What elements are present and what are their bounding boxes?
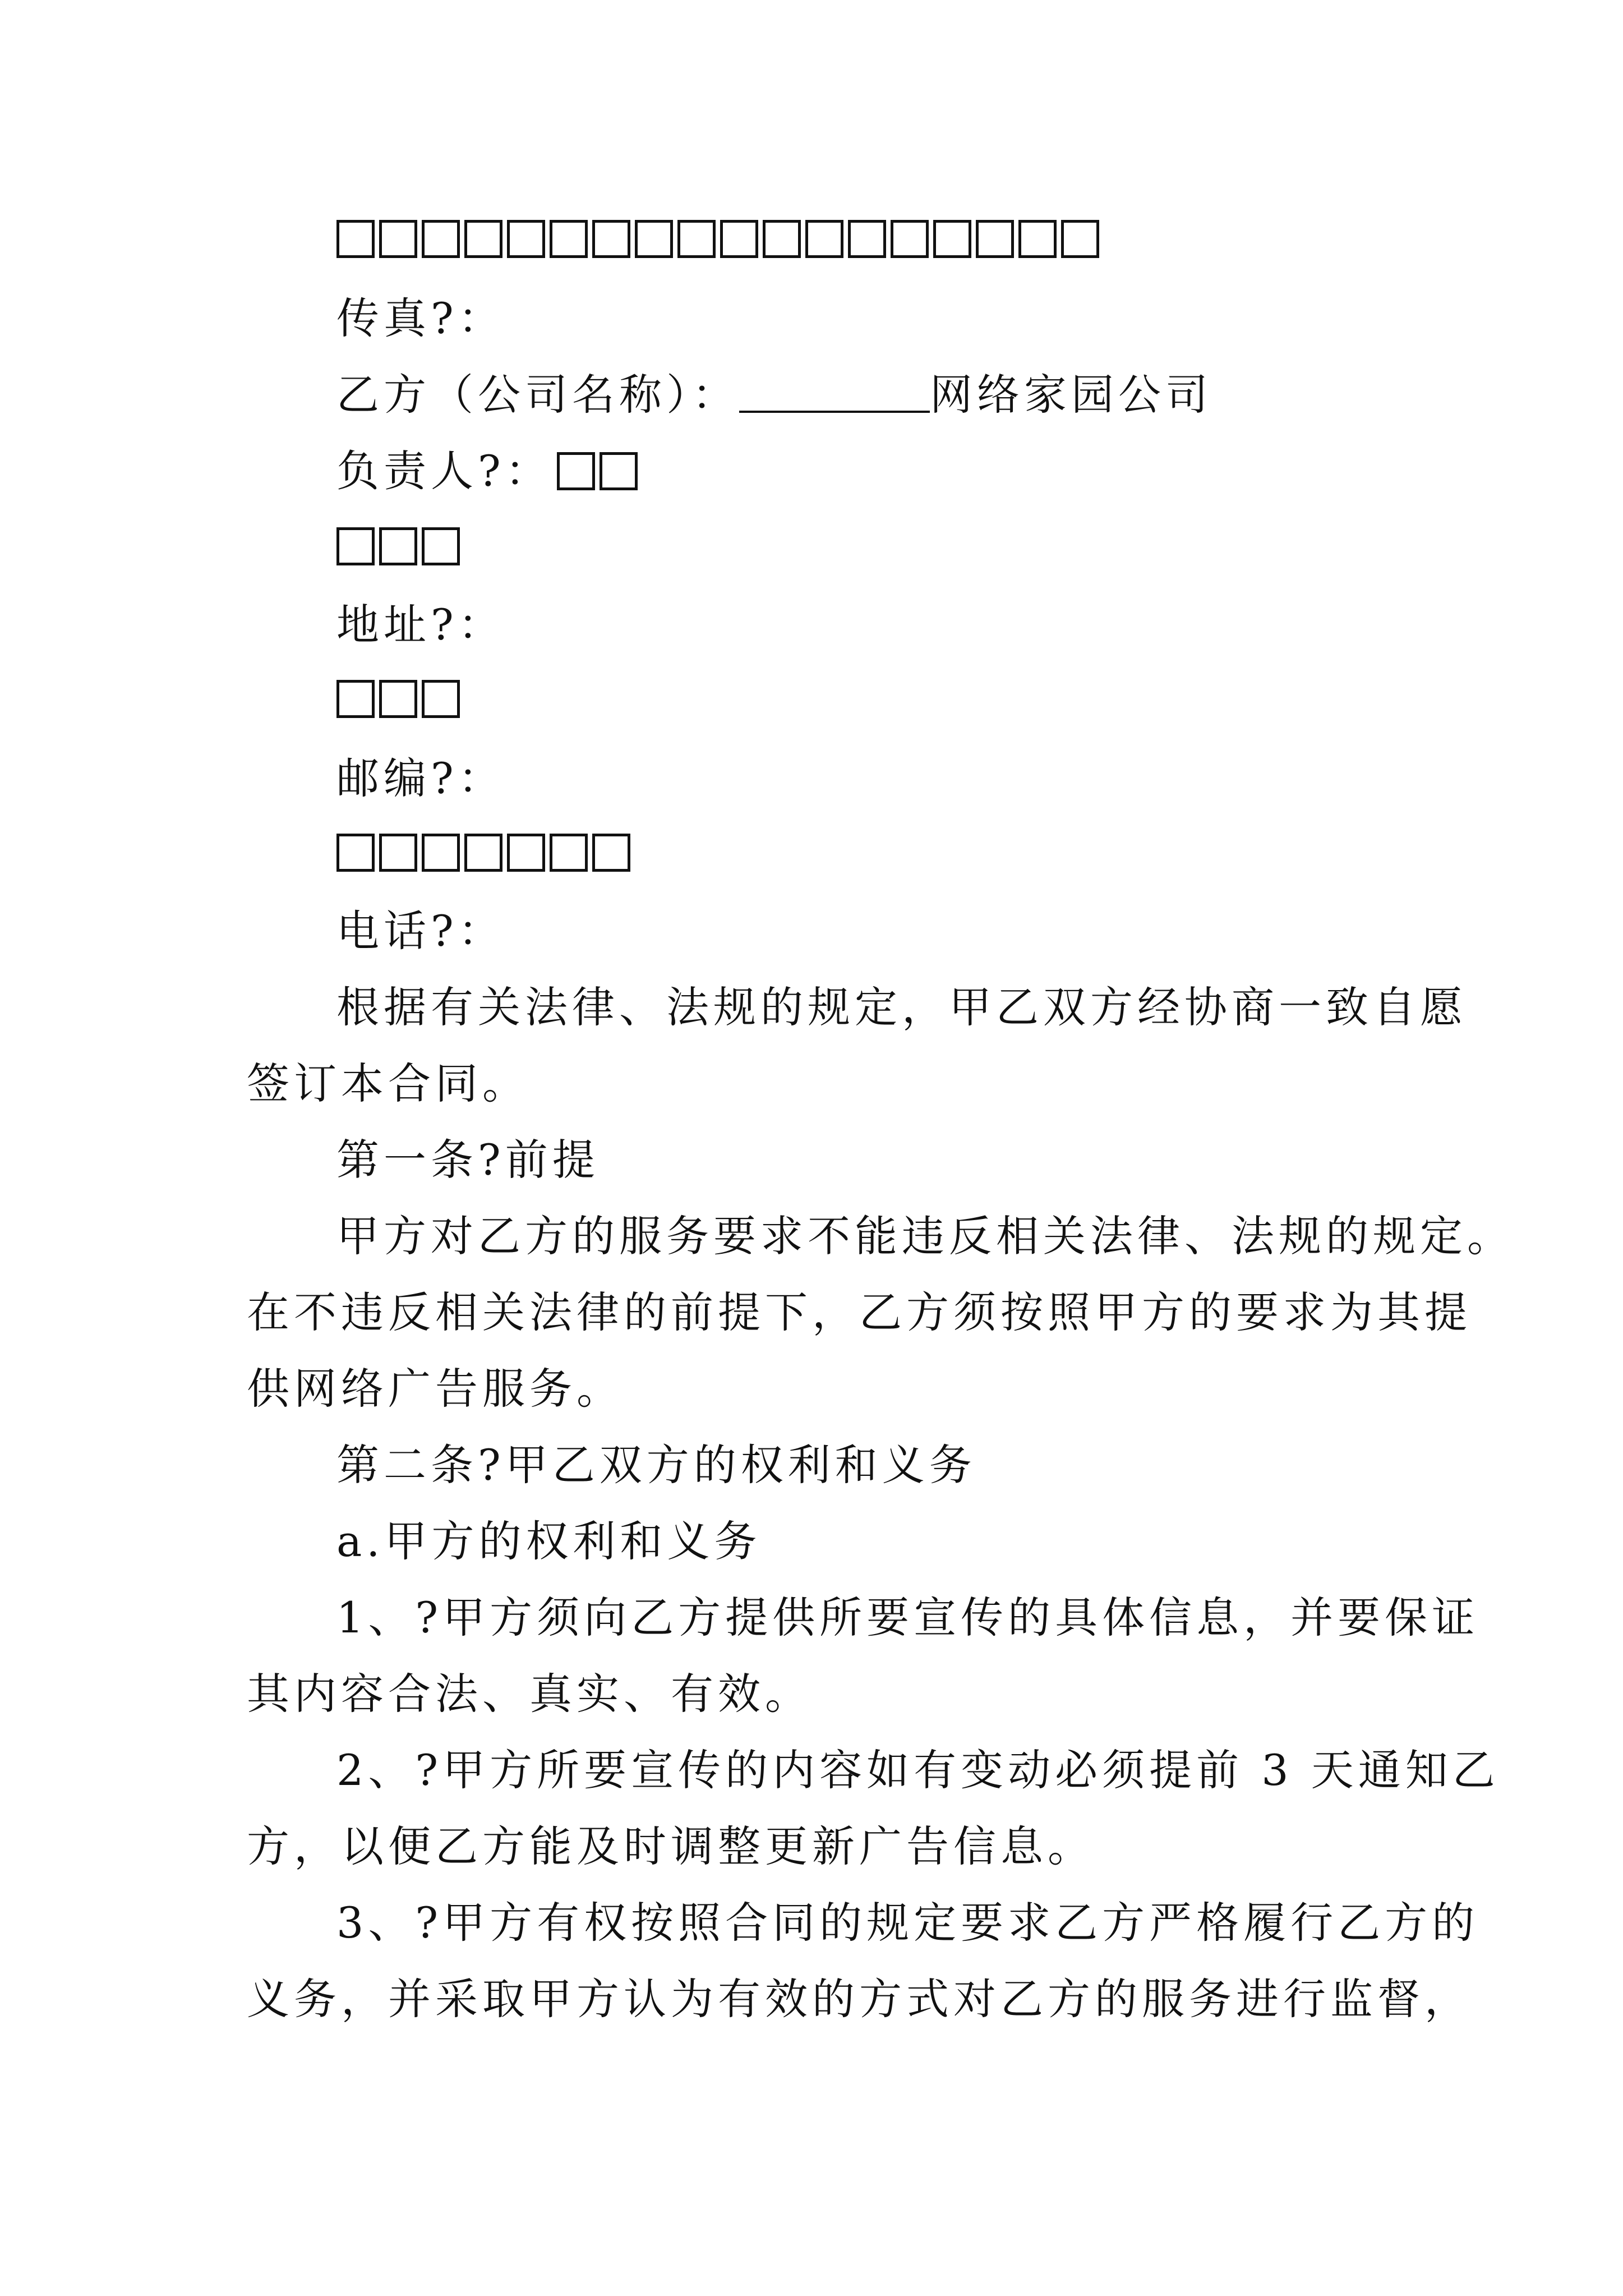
placeholder-box xyxy=(1061,220,1099,258)
phone-label: 电话?： xyxy=(336,906,505,956)
placeholder-box xyxy=(550,834,588,872)
article-1-line-2: 在不违反相关法律的前提下，乙方须按照甲方的要求为其提 xyxy=(247,1287,1472,1337)
placeholder-box xyxy=(557,452,595,490)
placeholder-box xyxy=(635,220,673,258)
placeholder-box xyxy=(422,834,460,872)
party-b-line xyxy=(336,368,1458,422)
placeholder-boxes-row-4 xyxy=(336,834,630,872)
party-b-prefix: 乙方（公司名称）： xyxy=(336,370,739,420)
placeholder-box xyxy=(1018,220,1057,258)
intro-line-1: 根据有关法律、法规的规定，甲乙双方经协商一致自愿 xyxy=(336,982,1467,1032)
placeholder-box xyxy=(763,220,801,258)
placeholder-box xyxy=(805,220,843,258)
placeholder-box xyxy=(422,220,460,258)
item-1-line-2: 其内容合法、真实、有效。 xyxy=(247,1669,812,1719)
placeholder-box xyxy=(336,527,375,565)
item-1-line-1: 1、?甲方须向乙方提供所要宣传的具体信息，并要保证 xyxy=(336,1593,1479,1642)
placeholder-boxes-row-3 xyxy=(336,680,460,718)
placeholder-box xyxy=(422,527,460,565)
placeholder-box xyxy=(677,220,716,258)
party-b-company: 网络家园公司 xyxy=(930,370,1212,420)
responsible-line xyxy=(336,444,1458,498)
placeholder-boxes-row-1 xyxy=(336,220,1099,258)
placeholder-boxes-row-2 xyxy=(336,527,460,565)
placeholder-box xyxy=(464,834,502,872)
placeholder-box xyxy=(336,680,375,718)
placeholder-box xyxy=(976,220,1014,258)
responsible-label: 负责人?： xyxy=(336,446,552,496)
placeholder-box xyxy=(507,834,545,872)
placeholder-box xyxy=(600,452,638,490)
placeholder-box xyxy=(592,834,630,872)
placeholder-box xyxy=(933,220,971,258)
placeholder-box xyxy=(379,680,417,718)
address-label: 地址?： xyxy=(336,600,505,650)
placeholder-box xyxy=(891,220,929,258)
intro-line-2: 签订本合同。 xyxy=(247,1059,529,1108)
placeholder-box xyxy=(592,220,630,258)
item-2-line-1: 2、?甲方所要宣传的内容如有变动必须提前 3 天通知乙 xyxy=(336,1745,1500,1795)
placeholder-box xyxy=(848,220,886,258)
item-3-line-2: 义务，并采取甲方认为有效的方式对乙方的服务进行监督， xyxy=(247,1974,1472,2024)
section-a-title: a.甲方的权利和义务 xyxy=(336,1516,762,1566)
fax-label: 传真?： xyxy=(336,293,505,343)
item-2-line-2: 方，以便乙方能及时调整更新广告信息。 xyxy=(247,1821,1095,1871)
company-name-blank xyxy=(739,372,930,413)
placeholder-box xyxy=(422,680,460,718)
placeholder-box xyxy=(550,220,588,258)
item-3-line-1: 3、?甲方有权按照合同的规定要求乙方严格履行乙方的 xyxy=(336,1898,1479,1948)
placeholder-box xyxy=(720,220,758,258)
article-2-title: 第二条?甲乙双方的权利和义务 xyxy=(336,1440,976,1490)
postcode-label: 邮编?： xyxy=(336,753,505,803)
placeholder-box xyxy=(336,834,375,872)
placeholder-box xyxy=(379,527,417,565)
placeholder-box xyxy=(507,220,545,258)
responsible-placeholder xyxy=(557,452,638,490)
article-1-title: 第一条?前提 xyxy=(336,1135,600,1185)
article-1-line-3: 供网络广告服务。 xyxy=(247,1364,624,1414)
placeholder-box xyxy=(464,220,502,258)
placeholder-box xyxy=(379,834,417,872)
article-1-line-1: 甲方对乙方的服务要求不能违反相关法律、法规的规定。 xyxy=(336,1211,1514,1261)
placeholder-box xyxy=(379,220,417,258)
placeholder-box xyxy=(336,220,375,258)
